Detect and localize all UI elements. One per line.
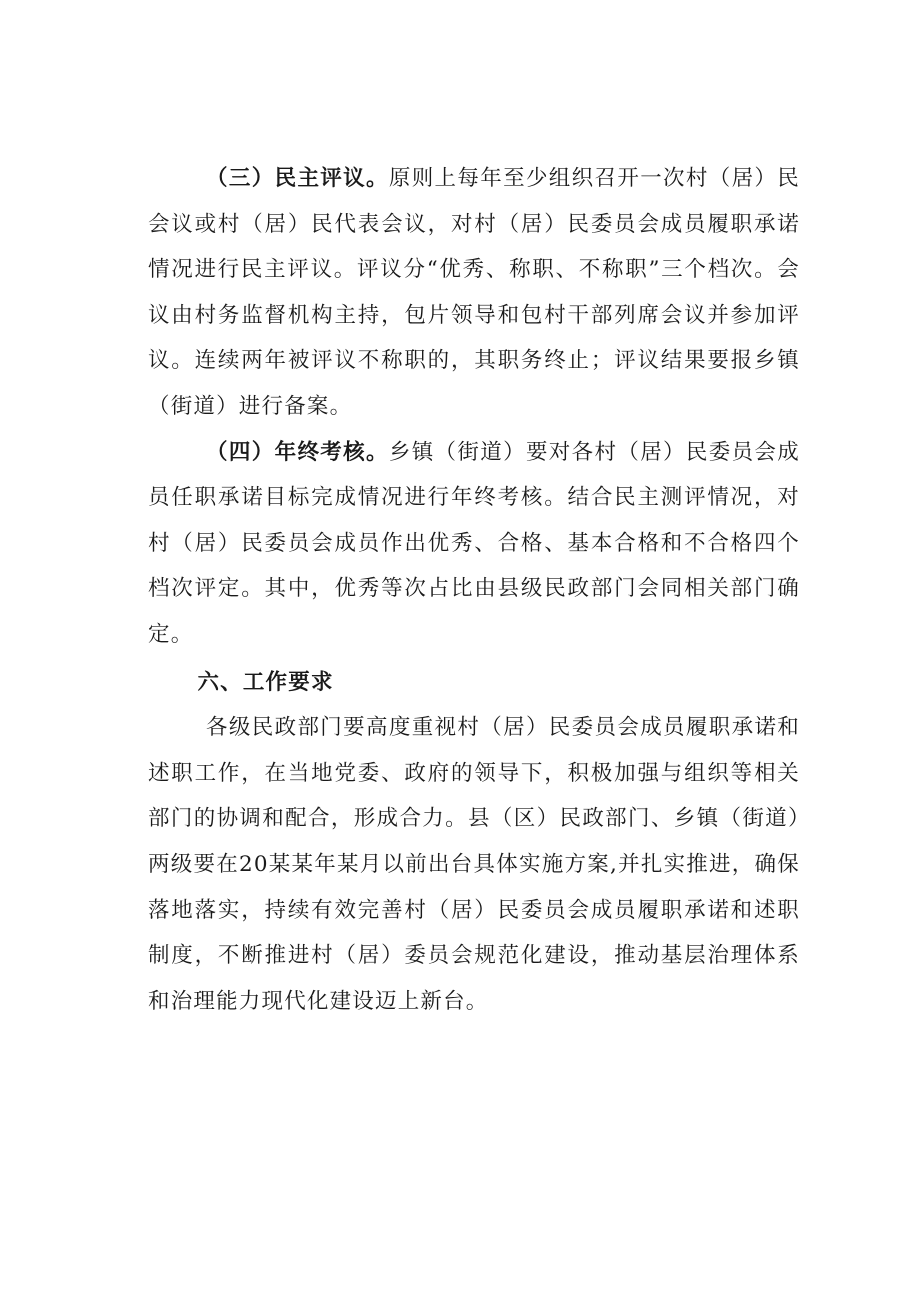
paragraph-lead-democratic-review: （三）民主评议。	[206, 166, 389, 191]
section-heading-work-requirements: 六、工作要求	[197, 669, 334, 695]
paragraph-work-requirements: 各级民政部门要高度重视村（居）民委员会成员履职承诺和述职工作，在当地党委、政府的领导下，积极加强与组织等相关部门的协调和配合，形成合力。县（区）民政部门、乡镇（街道）两级要在20某某年某月以前出台具体实施方案,并扎实推进，确保落地落实，持续有效完善村（居）民委员会成员履职承诺和述职制度，不断推进村（居）委员会规范化建设，推动基层治理体系和治理能力现代化建设迈上新台。	[148, 715, 800, 1014]
paragraph-democratic-review	[148, 156, 800, 430]
document-page	[148, 156, 800, 1024]
paragraph-body-democratic-review: 原则上每年至少组织召开一次村（居）民会议或村（居）民代表会议，对村（居）民委员会成员履职承诺情况进行民主评议。评议分“优秀、称职、不称职”三个档次。会议由村务监督机构主持，包片领导和包村干部列席会议并参加评议。连续两年被评议不称职的，其职务终止；评议结果要报乡镇（街道）进行备案。	[148, 166, 800, 419]
paragraph-year-end-assessment	[148, 430, 800, 658]
paragraph-lead-year-end-assessment: （四）年终考核。	[206, 439, 389, 465]
paragraph-body-year-end-assessment: 乡镇（街道）要对各村（居）民委员会成员任职承诺目标完成情况进行年终考核。结合民主测评情况，对村（居）民委员会成员作出优秀、合格、基本合格和不合格四个档次评定。其中，优秀等次占比由县级民政部门会同相关部门确定。	[148, 439, 800, 647]
